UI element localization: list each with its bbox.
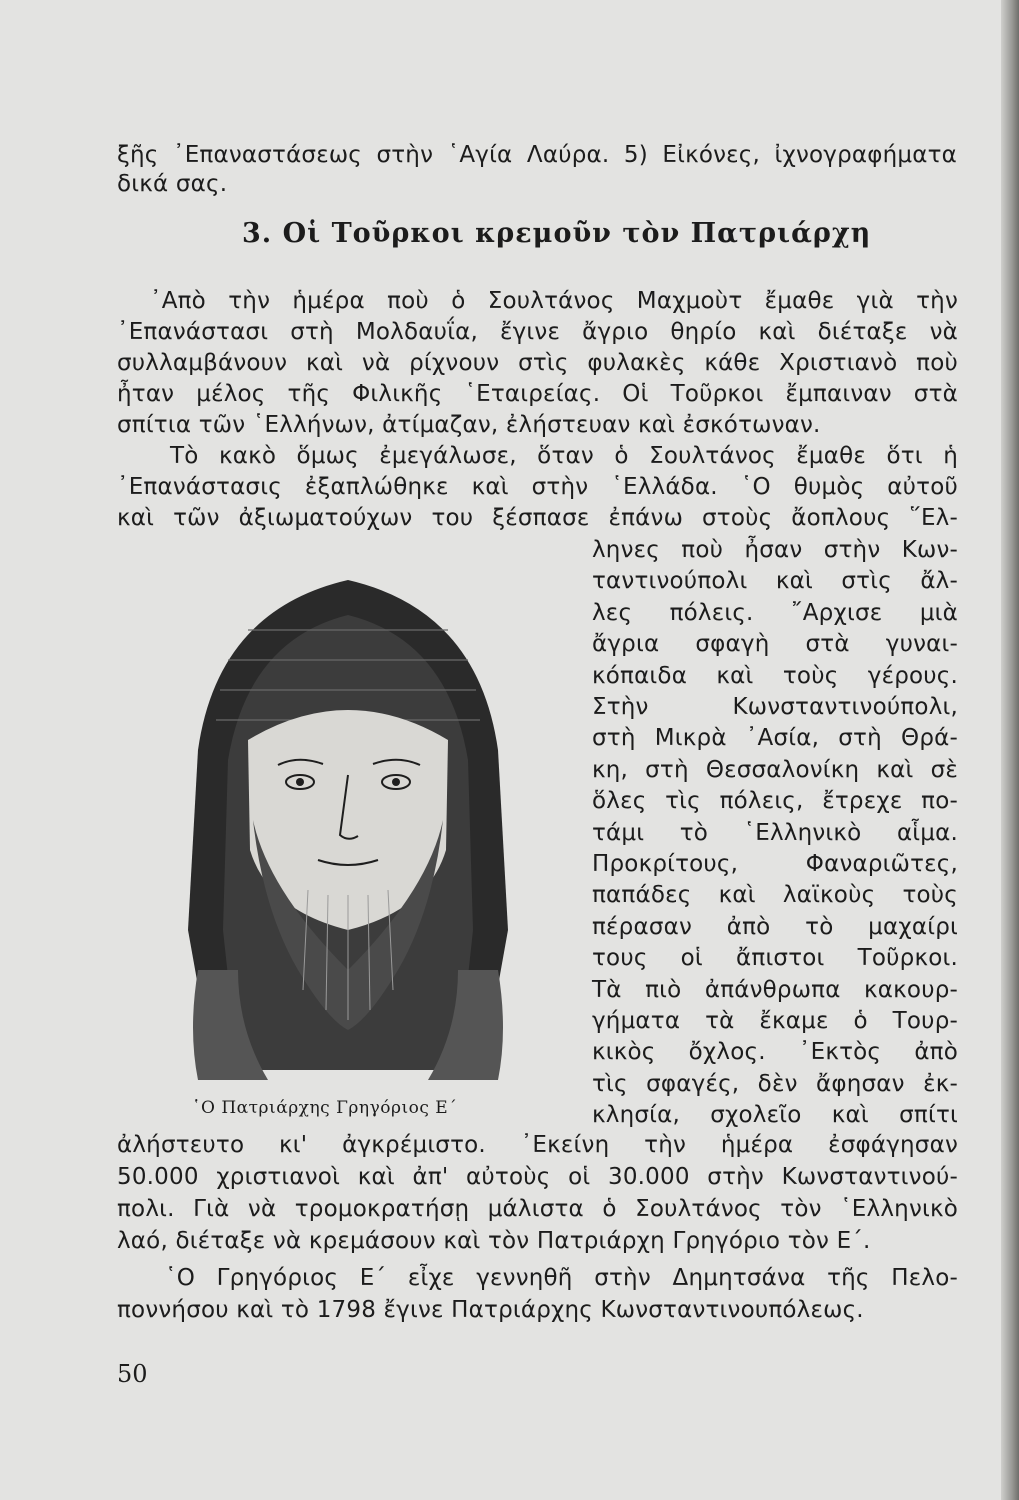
portrait-caption: ῾Ο Πατριάρχης Γρηγόριος Ε΄ (192, 1098, 458, 1118)
column-text-line: πέρασαν ἀπὸ τὸ μαχαίρι (592, 913, 958, 940)
text-line: ἀλήστευτο κι' ἀγκρέμιστο. ᾿Εκείνη τὴν ἡμέρα ἐσφάγησαν (117, 1132, 958, 1158)
column-text-line: ἄγρια σφαγὴ στὰ γυναι- (592, 631, 958, 658)
column-text-line: Τὰ πιὸ ἀπάνθρωπα κακουρ- (592, 976, 958, 1003)
column-text-line: τάμι τὸ ῾Ελληνικὸ αἷμα. (592, 819, 958, 846)
text-line: ᾿Απὸ τὴν ἡμέρα ποὺ ὁ Σουλτάνος Μαχμοὺτ ἔμαθε γιὰ τὴν (150, 288, 958, 314)
text-line: δικά σας. (117, 171, 228, 197)
column-text-line: κλησία, σχολεῖο καὶ σπίτι (592, 1102, 958, 1129)
column-text-line: λες πόλεις. ῎Αρχισε μιὰ (592, 599, 958, 626)
text-line: ἦταν μέλος τῆς Φιλικῆς ῾Εταιρείας. Οἱ Τοῦρκοι ἔμπαιναν στὰ (117, 381, 958, 407)
column-text-line: ταντινούπολι καὶ στὶς ἄλ- (592, 568, 958, 595)
column-text-line: κικὸς ὄχλος. ᾿Εκτὸς ἀπὸ (592, 1039, 958, 1066)
text-line: πολι. Γιὰ νὰ τρομοκρατήσῃ μάλιστα ὁ Σουλτάνος τὸν ῾Ελληνικὸ (117, 1196, 958, 1222)
column-text-line: Στὴν Κωνσταντινούπολι, (592, 694, 958, 720)
column-text-line: στὴ Μικρὰ ᾿Ασία, στὴ Θρά- (592, 725, 958, 752)
column-text-line: γήματα τὰ ἔκαμε ὁ Τουρ- (592, 1008, 958, 1034)
text-line: ῾Ο Γρηγόριος Ε΄ εἶχε γεννηθῆ στὴν Δημητσάνα τῆς Πελο- (165, 1265, 958, 1291)
column-text-line: ὅλες τὶς πόλεις, ἔτρεχε πο- (592, 788, 958, 815)
text-line: Τὸ κακὸ ὅμως ἐμεγάλωσε, ὅταν ὁ Σουλτάνος ἔμαθε ὅτι ἡ (170, 443, 958, 469)
text-line: λαό, διέταξε νὰ κρεμάσουν καὶ τὸν Πατριάρχη Γρηγόριο τὸν Ε΄. (117, 1228, 871, 1254)
column-text-line: ληνες ποὺ ἦσαν στὴν Κων- (592, 537, 958, 563)
text-line: ξῆς ᾿Επαναστάσεως στὴν ῾Αγία Λαύρα. 5) Εἰκόνες, ἰχνογραφήματα (117, 142, 957, 168)
patriarch-portrait (128, 550, 568, 1090)
text-line: ποννήσου καὶ τὸ 1798 ἔγινε Πατριάρχης Κωνσταντινουπόλεως. (117, 1297, 864, 1323)
column-text-line: Προκρίτους, Φαναριῶτες, (592, 851, 958, 877)
text-line: σπίτια τῶν ῾Ελλήνων, ἀτίμαζαν, ἐλήστευαν καὶ ἐσκότωναν. (117, 412, 821, 438)
column-text-line: παπάδες καὶ λαϊκοὺς τοὺς (592, 882, 958, 909)
text-line: ᾿Επανάστασι στὴ Μολδαυΐα, ἔγινε ἄγριο θηρίο καὶ διέταξε νὰ (117, 319, 958, 345)
page-number: 50 (117, 1360, 148, 1388)
column-text-line: τους οἱ ἄπιστοι Τοῦρκοι. (592, 945, 958, 972)
text-line: 50.000 χριστιανοὶ καὶ ἀπ' αὐτοὺς οἱ 30.000 στὴν Κωνσταντινού- (117, 1164, 958, 1190)
column-text-line: κη, στὴ Θεσσαλονίκη καὶ σὲ (592, 756, 958, 783)
section-title: 3. Οἱ Τοῦρκοι κρεμοῦν τὸν Πατριάρχη (242, 218, 872, 249)
column-text-line: τὶς σφαγές, δὲν ἄφησαν ἐκ- (592, 1070, 958, 1097)
text-line: καὶ τῶν ἀξιωματούχων του ξέσπασε ἐπάνω στοὺς ἄοπλους ῞Ελ- (117, 505, 958, 531)
text-line: ᾿Επανάστασις ἐξαπλώθηκε καὶ στὴν ῾Ελλάδα. ῾Ο θυμὸς αὐτοῦ (117, 474, 958, 500)
column-text-line: κόπαιδα καὶ τοὺς γέρους. (592, 662, 958, 689)
text-line: συλλαμβάνουν καὶ νὰ ρίχνουν στὶς φυλακὲς κάθε Χριστιανὸ ποὺ (117, 350, 958, 376)
page-edge (1001, 0, 1019, 1500)
